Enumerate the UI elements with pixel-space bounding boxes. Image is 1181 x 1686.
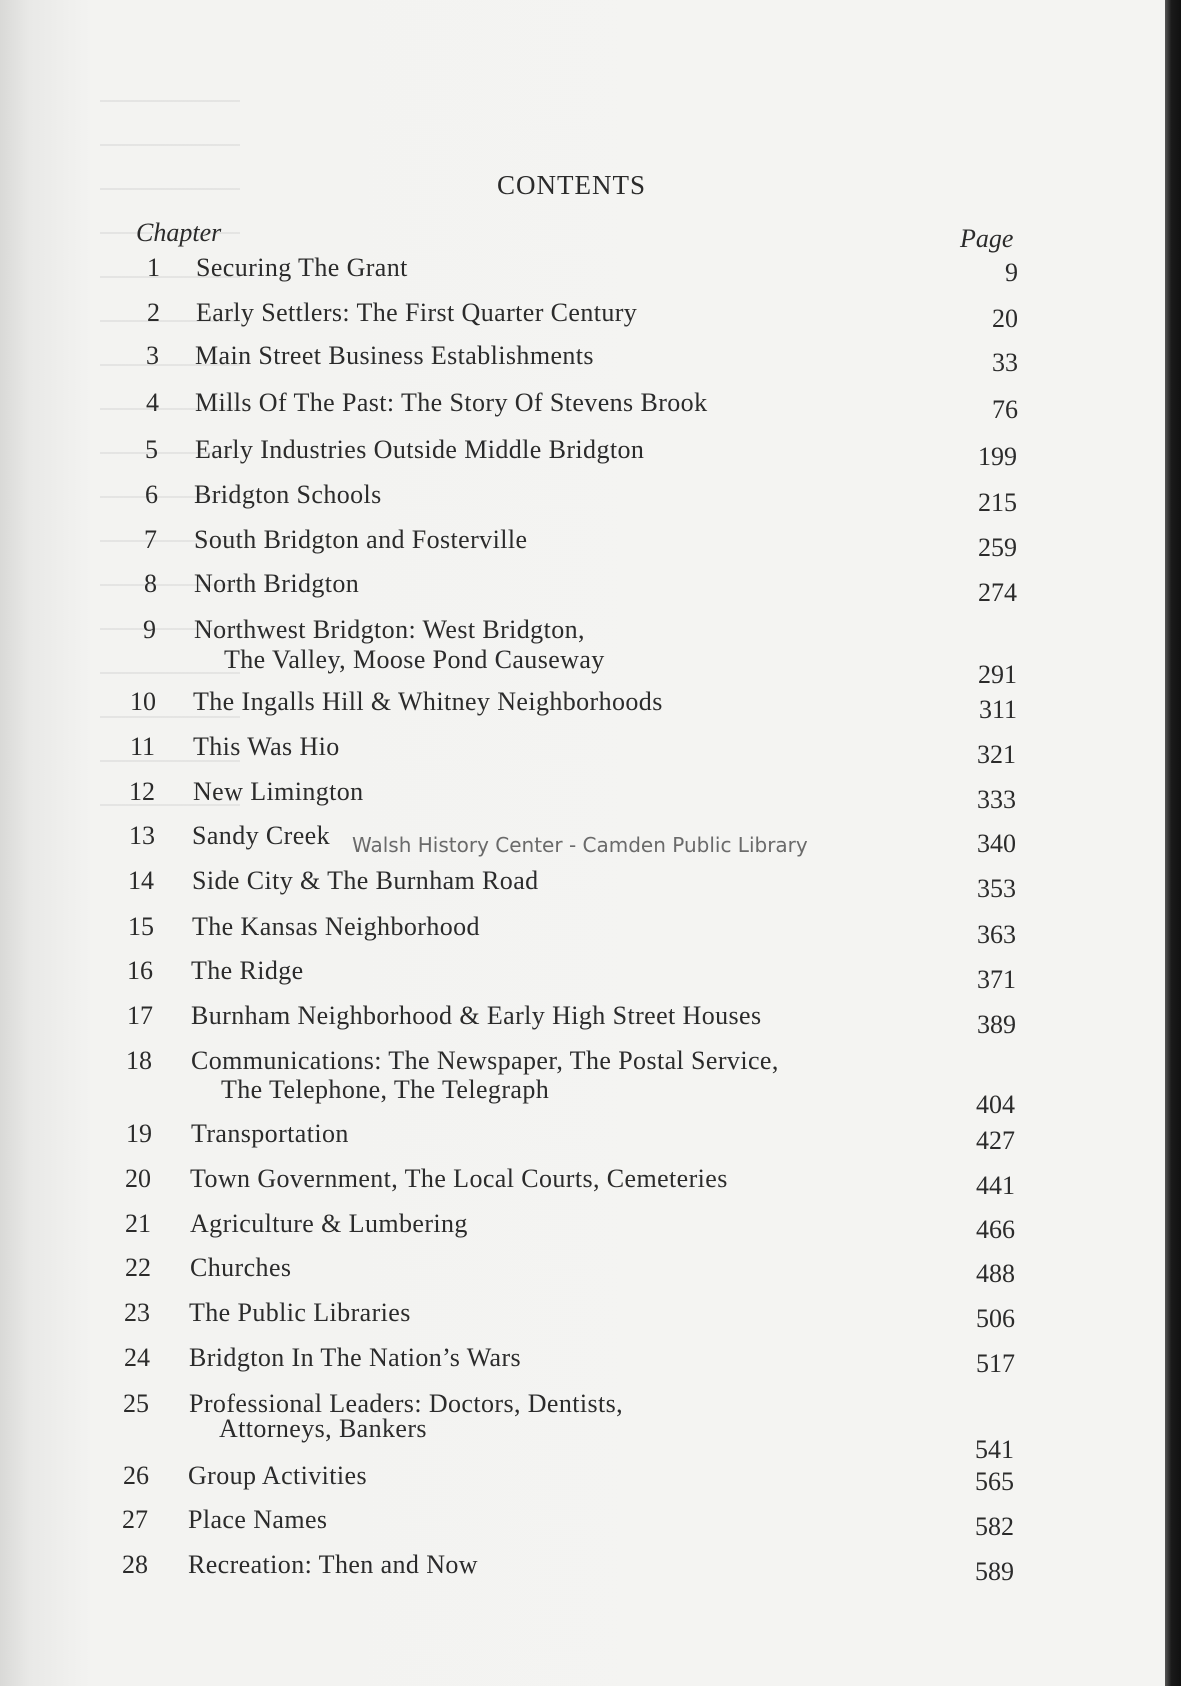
- page-number: 466: [976, 1215, 1015, 1244]
- page-number: 582: [975, 1512, 1014, 1541]
- chapter-title-continued: The Valley, Moose Pond Causeway: [224, 645, 605, 674]
- page-number: 76: [992, 395, 1018, 424]
- chapter-title: The Ridge: [191, 956, 304, 985]
- chapter-title: Early Settlers: The First Quarter Century: [196, 298, 638, 327]
- chapter-number: 10: [130, 687, 156, 716]
- chapter-number: 9: [143, 615, 156, 644]
- page-number: 441: [976, 1171, 1015, 1200]
- chapter-title: Bridgton Schools: [194, 480, 382, 509]
- chapter-number: 6: [145, 480, 158, 509]
- chapter-number: 4: [146, 388, 159, 417]
- page-number: 541: [975, 1435, 1014, 1464]
- page-number: 340: [977, 829, 1016, 858]
- chapter-title: Early Industries Outside Middle Bridgton: [195, 435, 645, 464]
- page-number: 363: [977, 920, 1016, 949]
- chapter-title: Agriculture & Lumbering: [190, 1209, 468, 1238]
- chapter-title: Recreation: Then and Now: [188, 1550, 478, 1579]
- chapter-number: 3: [146, 341, 159, 370]
- chapter-title: Burnham Neighborhood & Early High Street Houses: [191, 1001, 762, 1030]
- chapter-number: 22: [125, 1253, 151, 1282]
- chapter-title: Group Activities: [188, 1461, 367, 1490]
- chapter-title: Bridgton In The Nation’s Wars: [189, 1343, 522, 1372]
- watermark-text: Walsh History Center - Camden Public Library: [352, 833, 808, 857]
- chapter-title: Communications: The Newspaper, The Postal Service,: [191, 1046, 779, 1075]
- page-number: 506: [976, 1304, 1015, 1333]
- chapter-number: 17: [127, 1001, 153, 1030]
- page-number: 259: [978, 533, 1017, 562]
- chapter-title: Sandy Creek: [192, 821, 330, 850]
- chapter-number: 14: [128, 866, 154, 895]
- page-number: 404: [976, 1090, 1015, 1119]
- page-number: 9: [1005, 258, 1018, 287]
- chapter-title: South Bridgton and Fosterville: [194, 525, 528, 554]
- chapter-title: Northwest Bridgton: West Bridgton,: [194, 615, 585, 644]
- chapter-number: 21: [125, 1209, 151, 1238]
- page-number: 291: [978, 660, 1017, 689]
- chapter-number: 25: [123, 1389, 149, 1418]
- chapter-title: Side City & The Burnham Road: [192, 866, 539, 895]
- chapter-title: North Bridgton: [194, 569, 360, 598]
- chapter-title-continued: Attorneys, Bankers: [219, 1414, 427, 1443]
- page-number: 353: [977, 874, 1016, 903]
- page-number: 215: [978, 488, 1017, 517]
- page-number: 33: [992, 348, 1018, 377]
- page-number: 589: [975, 1557, 1014, 1586]
- chapter-number: 12: [129, 777, 155, 806]
- chapter-title-continued: The Telephone, The Telegraph: [221, 1075, 550, 1104]
- chapter-number: 1: [147, 253, 160, 282]
- chapter-number: 26: [123, 1461, 149, 1490]
- chapter-number: 8: [144, 569, 157, 598]
- page-number: 517: [976, 1349, 1015, 1378]
- chapter-number: 16: [127, 956, 153, 985]
- chapter-number: 24: [124, 1343, 150, 1372]
- chapter-number: 11: [129, 732, 155, 761]
- chapter-title: The Public Libraries: [189, 1298, 411, 1327]
- chapter-title: Transportation: [191, 1119, 349, 1148]
- page-number: 427: [976, 1126, 1015, 1155]
- chapter-number: 19: [126, 1119, 152, 1148]
- chapter-title: The Ingalls Hill & Whitney Neighborhoods: [193, 687, 663, 716]
- page-column-heading: Page: [960, 224, 1014, 253]
- chapter-number: 7: [144, 525, 157, 554]
- chapter-title: The Kansas Neighborhood: [192, 912, 480, 941]
- page-number: 274: [978, 578, 1017, 607]
- page-number: 199: [978, 442, 1017, 471]
- page-number: 488: [976, 1259, 1015, 1288]
- page-number: 565: [975, 1467, 1014, 1496]
- chapter-title: This Was Hio: [193, 732, 340, 761]
- chapter-number: 5: [145, 435, 158, 464]
- chapter-title: Main Street Business Establishments: [195, 341, 594, 370]
- chapter-title: Mills Of The Past: The Story Of Stevens Brook: [195, 388, 708, 417]
- chapter-number: 20: [125, 1164, 151, 1193]
- chapter-title: Place Names: [188, 1505, 328, 1534]
- page-number: 333: [977, 785, 1016, 814]
- chapter-number: 28: [122, 1550, 148, 1579]
- chapter-column-heading: Chapter: [136, 218, 222, 247]
- page-number: 311: [978, 695, 1017, 724]
- chapter-number: 2: [147, 298, 160, 327]
- chapter-title: Securing The Grant: [196, 253, 408, 282]
- chapter-number: 13: [129, 821, 155, 850]
- chapter-number: 27: [122, 1505, 148, 1534]
- page-number: 389: [977, 1010, 1016, 1039]
- chapter-number: 23: [124, 1298, 150, 1327]
- chapter-title: Churches: [190, 1253, 292, 1282]
- page-number: 371: [977, 965, 1016, 994]
- page-number: 20: [992, 304, 1018, 333]
- chapter-number: 18: [126, 1046, 152, 1075]
- chapter-title: Professional Leaders: Doctors, Dentists,: [189, 1389, 624, 1418]
- contents-title: CONTENTS: [497, 170, 646, 200]
- chapter-title: Town Government, The Local Courts, Cemeteries: [190, 1164, 728, 1193]
- page-edge-shadow: [1165, 0, 1181, 1686]
- chapter-number: 15: [128, 912, 154, 941]
- page-number: 321: [977, 740, 1016, 769]
- chapter-title: New Limington: [193, 777, 364, 806]
